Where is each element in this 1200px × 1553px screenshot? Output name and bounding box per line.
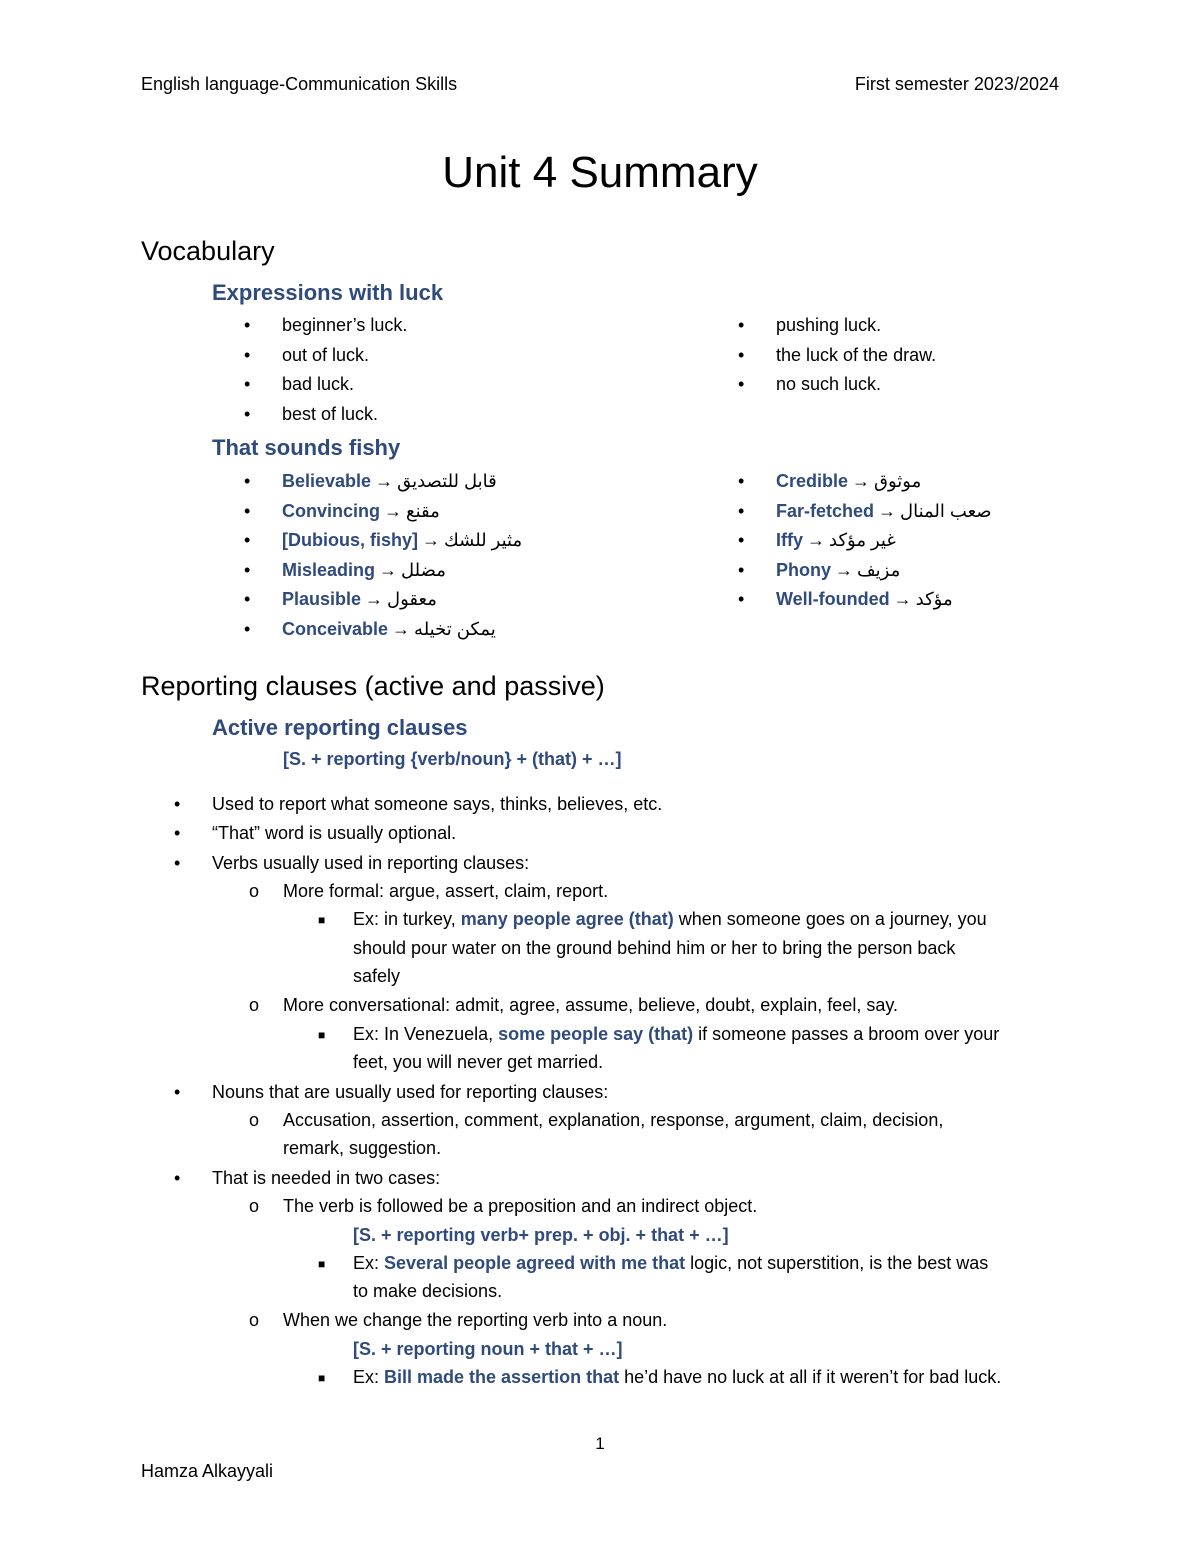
bullet-icon: • [174, 823, 181, 843]
arabic-translation: يمكن تخيله [414, 618, 496, 639]
example-prefix: Ex: In Venezuela, [353, 1024, 499, 1044]
arrow-right-icon: → [422, 530, 440, 551]
circle-bullet-icon: o [249, 995, 260, 1015]
vocab-item [736, 467, 992, 497]
list-item: • out of luck. [242, 341, 407, 371]
luck-heading: Expressions with luck [212, 280, 444, 305]
arabic-translation: مثير للشك [444, 530, 523, 551]
vocab-term: Conceivable [282, 618, 389, 639]
formula-case-1: [S. + reporting verb+ prep. + obj. + that + …] [353, 1225, 729, 1245]
vocab-term: Well-founded [776, 589, 890, 610]
case-1: The verb is followed be a preposition and an indirect object. [283, 1196, 758, 1216]
reporting-heading: Reporting clauses (active and passive) [141, 671, 605, 701]
fishy-heading: That sounds fishy [212, 435, 401, 460]
example-3 [353, 1253, 988, 1274]
bullet-icon: • [174, 1168, 181, 1188]
bullet-icon: • [174, 794, 181, 814]
author-name: Hamza Alkayyali [141, 1461, 274, 1481]
example-prefix: Ex: [353, 1253, 385, 1273]
page-title: Unit 4 Summary [442, 148, 758, 197]
page-number: 1 [595, 1434, 605, 1453]
example-prefix: Ex: [353, 1367, 385, 1387]
vocab-item [736, 556, 992, 586]
example-1-line-3: safely [353, 966, 401, 986]
arabic-translation: مزيف [857, 559, 901, 580]
arrow-right-icon: → [384, 500, 402, 521]
square-bullet-icon: ■ [318, 913, 326, 927]
active-reporting-heading: Active reporting clauses [212, 715, 468, 740]
vocab-term: Phony [776, 559, 832, 580]
vocab-item [736, 497, 992, 527]
circle-bullet-icon: o [249, 881, 260, 901]
vocab-item [736, 526, 992, 556]
example-prefix: Ex: in turkey, [353, 909, 461, 929]
example-highlight: Bill made the assertion that [384, 1367, 620, 1387]
example-highlight: Several people agreed with me that [384, 1253, 686, 1273]
example-highlight: some people say (that) [498, 1024, 694, 1044]
bullet-text: That is needed in two cases: [212, 1168, 441, 1188]
example-suffix: if someone passes a broom over your [693, 1024, 1000, 1044]
arabic-translation: موثوق [874, 471, 922, 491]
formula-main: [S. + reporting {verb/noun} + (that) + …] [283, 749, 622, 769]
bullet-text: Nouns that are usually used for reporting clauses: [212, 1082, 609, 1102]
circle-bullet-icon: o [249, 1110, 260, 1130]
arabic-translation: غير مؤكد [829, 530, 896, 551]
square-bullet-icon: ■ [318, 1257, 326, 1271]
nouns-line-2: remark, suggestion. [283, 1138, 442, 1158]
nouns-line-1: Accusation, assertion, comment, explanation, response, argument, claim, decision, [283, 1110, 944, 1130]
arrow-right-icon: → [878, 500, 897, 521]
example-4 [353, 1367, 1001, 1388]
formula-case-2: [S. + reporting noun + that + …] [353, 1339, 623, 1359]
example-highlight: many people agree (that) [460, 909, 674, 929]
list-item: • pushing luck. [736, 311, 936, 341]
vocab-term: [Dubious, fishy] [282, 530, 418, 551]
arabic-translation: مقنع [406, 500, 440, 521]
fishy-list-right [736, 467, 992, 615]
vocab-item [242, 585, 522, 615]
vocab-term: Far-fetched [776, 500, 875, 521]
example-suffix: when someone goes on a journey, you [673, 909, 987, 929]
vocab-item [736, 585, 992, 615]
arrow-right-icon: → [835, 559, 854, 580]
list-item: • bad luck. [242, 370, 407, 400]
vocab-term: Convincing [282, 500, 380, 521]
example-suffix: he’d have no luck at all if it weren’t for bad luck. [619, 1367, 1002, 1387]
arrow-right-icon: → [807, 530, 825, 551]
list-item: • beginner’s luck. [242, 311, 407, 341]
vocab-term: Iffy [776, 530, 803, 551]
circle-bullet-icon: o [249, 1310, 260, 1330]
vocab-item [242, 615, 522, 645]
example-2-line-2: feet, you will never get married. [353, 1052, 604, 1072]
vocab-term: Misleading [282, 559, 376, 580]
arabic-translation: مضلل [401, 559, 446, 580]
arabic-translation: قابل للتصديق [397, 471, 497, 491]
example-2 [353, 1024, 999, 1045]
arrow-right-icon: → [365, 589, 384, 610]
bullet-icon: • [174, 853, 181, 873]
luck-list-left [242, 311, 407, 429]
list-item: • best of luck. [242, 400, 407, 430]
bullet-text: Verbs usually used in reporting clauses: [212, 853, 530, 873]
sub-bullet-text: More formal: argue, assert, claim, report. [283, 881, 609, 901]
arrow-right-icon: → [379, 559, 398, 580]
vocab-term: Believable [282, 471, 372, 491]
vocabulary-heading: Vocabulary [141, 236, 275, 266]
arrow-right-icon: → [392, 618, 411, 639]
vocab-item [242, 556, 522, 586]
arabic-translation: مؤكد [915, 589, 953, 610]
arabic-translation: صعب المنال [900, 500, 992, 521]
vocab-item [242, 497, 522, 527]
square-bullet-icon: ■ [318, 1028, 326, 1042]
example-1-line-2: should pour water on the ground behind him or her to bring the person back [353, 938, 956, 958]
example-suffix: logic, not superstition, is the best was [685, 1253, 989, 1273]
luck-list-right [736, 311, 936, 400]
vocab-item [242, 467, 522, 497]
circle-bullet-icon: o [249, 1196, 260, 1216]
vocab-term: Credible [776, 471, 849, 491]
fishy-list-left [242, 467, 522, 645]
list-item: • no such luck. [736, 370, 936, 400]
bullet-icon: • [174, 1082, 181, 1102]
case-2: When we change the reporting verb into a noun. [283, 1310, 668, 1330]
header-course: English language-Communication Skills [141, 74, 458, 94]
arabic-translation: معقول [387, 589, 437, 610]
sub-bullet-text: More conversational: admit, agree, assume, believe, doubt, explain, feel, say. [283, 995, 898, 1015]
header-semester: First semester 2023/2024 [854, 74, 1059, 94]
vocab-item [242, 526, 522, 556]
arrow-right-icon: → [375, 471, 394, 491]
vocab-term: Plausible [282, 589, 362, 610]
example-1 [353, 909, 987, 930]
arrow-right-icon: → [852, 471, 871, 491]
bullet-text: “That” word is usually optional. [212, 823, 457, 843]
list-item: • the luck of the draw. [736, 341, 936, 371]
square-bullet-icon: ■ [318, 1371, 326, 1385]
arrow-right-icon: → [893, 589, 912, 610]
example-3-line-2: to make decisions. [353, 1281, 503, 1301]
bullet-text: Used to report what someone says, thinks, believes, etc. [212, 794, 663, 814]
